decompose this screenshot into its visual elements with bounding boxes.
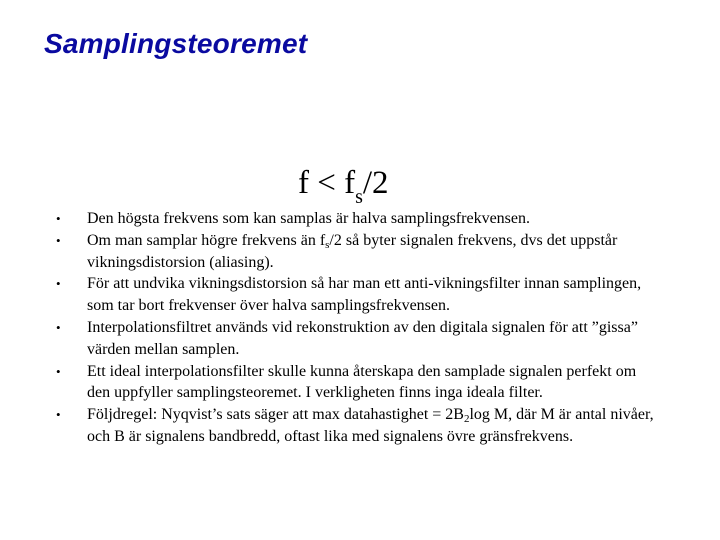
bullet-text: Interpolationsfiltret används vid rekonstruktion av den digitala signalen för att ”gissa” värden mellan samplen. bbox=[87, 318, 638, 358]
bullet-marker: • bbox=[56, 407, 61, 423]
bullet-subscript: s bbox=[325, 238, 330, 251]
bullet-marker: • bbox=[56, 232, 61, 248]
nyquist-formula bbox=[298, 163, 389, 208]
bullet-text-end: log M, där M är antal nivåer, och B är signalens bandbredd, oftast lika med signalens övre gränsfrekvens. bbox=[87, 406, 654, 445]
bullet-marker: • bbox=[56, 211, 61, 226]
bullet-item bbox=[56, 361, 656, 405]
bullet-text-end: /2 så byter signalen frekvens, dvs det uppstår vikningsdistorsion (aliasing). bbox=[87, 231, 618, 271]
formula-subscript: s bbox=[355, 186, 363, 208]
bullet-text-start: Följdregel: Nyqvist’s sats säger att max datahastighet = 2B bbox=[87, 406, 464, 424]
bullet-item bbox=[56, 317, 656, 361]
bullet-item bbox=[56, 208, 656, 230]
bullet-text: Den högsta frekvens som kan samplas är halva samplingsfrekvensen. bbox=[87, 210, 530, 227]
bullet-item bbox=[56, 273, 656, 317]
bullet-marker: • bbox=[56, 319, 61, 335]
bullet-list bbox=[56, 208, 656, 448]
bullet-item bbox=[56, 230, 656, 274]
bullet-text: Ett ideal interpolationsfilter skulle kunna återskapa den samplade signalen perfekt om den uppfyller samplingsteoremet. I verkligheten finns inga ideala filter. bbox=[87, 362, 637, 402]
bullet-text-start: Om man samplar högre frekvens än f bbox=[87, 231, 326, 249]
bullet-text: För att undvika vikningsdistorsion så har man ett anti-vikningsfilter innan samplingen, som tar bort frekvenser över halva samplingsfrekvensen. bbox=[87, 275, 642, 315]
slide-title: Samplingsteoremet bbox=[44, 28, 308, 59]
bullet-subscript: 2 bbox=[463, 413, 470, 426]
formula-rhs: /2 bbox=[362, 165, 389, 201]
bullet-item bbox=[56, 404, 656, 448]
bullet-marker: • bbox=[56, 276, 61, 292]
bullet-marker: • bbox=[56, 363, 61, 379]
formula-lhs: f < f bbox=[298, 165, 356, 201]
